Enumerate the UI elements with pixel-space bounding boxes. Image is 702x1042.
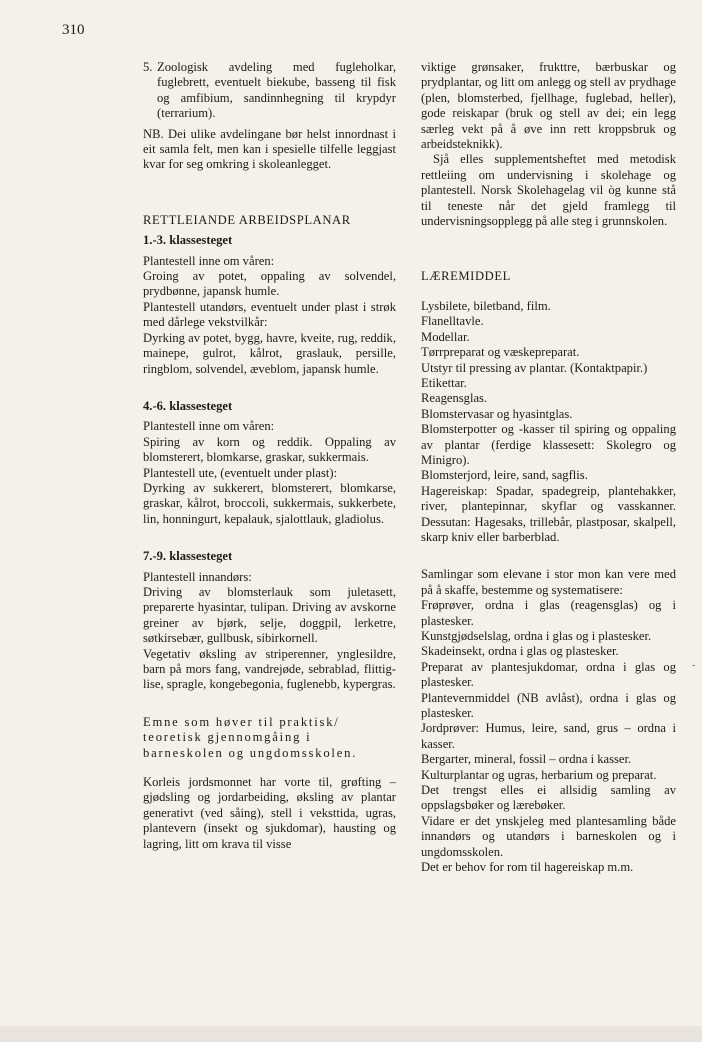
list-item: Skadeinsekt, ordna i glas og plastesker. xyxy=(421,644,619,659)
list-item: Kulturplantar og ugras, herbarium og preparat. xyxy=(421,767,657,782)
list-item: Reagensglas. xyxy=(421,391,488,406)
paragraph: Groing av potet, oppaling av solvendel, prydbønne, japansk humle. xyxy=(143,269,396,299)
section-heading: RETTLEIANDE ARBEIDSPLANAR xyxy=(143,212,351,227)
scan-edge xyxy=(0,1026,702,1042)
right-column xyxy=(421,60,676,876)
list-number: 5. xyxy=(143,60,153,74)
list-item: Det er behov for rom til hagereiskap m.m. xyxy=(421,860,634,875)
list-item: Hagereiskap: Spadar, spadegreip, plantehakker, river, plantepinnar, skyflar og vasskanner. Dessutan: Hagesaks, trillebår, plastposar, skalpell, skarp kniv eller barberblad. xyxy=(421,483,676,544)
list-item: Flanelltavle. xyxy=(421,314,484,329)
nb-note: NB. Dei ulike avdelingane bør helst innordnast i eit samla felt, men kan i spesielle tilfelle leggjast kvar for seg omkring i skoleanlegget. xyxy=(143,126,396,172)
paragraph: viktige grønsaker, frukttre, bærbuskar og prydplantar, og litt om anlegg og stell av prydhage (plen, blomsterbed, fjellhage, fuglebad, heller), gode reiskapar (bruk og stell av dei; ein legg særleg vekt på å øve inn rett kroppsbruk og arbeidsteknikk). xyxy=(421,60,676,152)
paragraph: Korleis jordsmonnet har vorte til, grøfting – gjødsling og jordarbeiding, øksling av plantar generativt (ved såing), stell i veksttida, ugras, plantevern (insekt og sjukdomar), hausting og lagring, litt om krava til visse xyxy=(143,775,396,851)
list-item: Vidare er det ynskjeleg med plantesamling både innandørs og utandørs i barneskolen og i ungdomsskolen. xyxy=(421,813,676,859)
list-item: Lysbilete, biletband, film. xyxy=(421,298,551,313)
list-item: Blomstervasar og hyasintglas. xyxy=(421,406,573,421)
paragraph: Spiring av korn og reddik. Oppaling av blomsterert, blomkarse, graskar, sukkermais. xyxy=(143,434,396,465)
list-item: Kunstgjødselslag, ordna i glas og i plastesker. xyxy=(421,629,652,643)
list-item: Blomsterjord, leire, sand, sagflis. xyxy=(421,468,588,483)
paragraph: Plantestell inne om våren: xyxy=(143,253,275,268)
list-item xyxy=(143,60,396,122)
left-column xyxy=(143,60,396,852)
list-item: Utstyr til pressing av plantar. (Kontaktpapir.) xyxy=(421,360,648,375)
list-item: Tørrpreparat og væskepreparat. xyxy=(421,345,580,360)
list-item: Blomsterpotter og -kasser til spiring og oppaling av plantar (ferdige klassesett: Skolegro og Minigro). xyxy=(421,422,676,467)
paragraph: Sjå elles supplementsheftet med metodisk rettleiing om undervisning i skolehage og plantestell. Norsk Skolehagelag vil òg kunne stå til teneste når det gjeld framlegg til undervisningsopplegg på alle steg i grunnskolen. xyxy=(421,152,676,229)
margin-mark: - xyxy=(692,660,696,671)
list-item: Jordprøver: Humus, leire, sand, grus – ordna i kasser. xyxy=(421,721,676,751)
paragraph: Plantestell ute, (eventuelt under plast): xyxy=(143,465,338,480)
paragraph: Plantestell utandørs, eventuelt under plast i strøk med dårlege vekstvilkår: xyxy=(143,299,396,330)
list-item: Preparat av plantesjukdomar, ordna i glas og plastesker. xyxy=(421,659,676,690)
list-item: Det trengst elles ei allsidig samling av oppslagsbøker og lærebøker. xyxy=(421,783,676,813)
list-item: Bergarter, mineral, fossil – ordna i kasser. xyxy=(421,752,632,767)
laeremiddel-heading: LÆREMIDDEL xyxy=(421,269,511,284)
paragraph: Plantestell inne om våren: xyxy=(143,419,275,434)
samlingar-list xyxy=(421,567,676,875)
grade-heading: 4.-6. klassesteget xyxy=(143,398,233,413)
paragraph: Plantestell innandørs: xyxy=(143,569,252,584)
list-item: Samlingar som elevane i stor mon kan vere med på å skaffe, bestemme og systematisere: xyxy=(421,567,676,597)
paragraph: Dyrking av potet, bygg, havre, kveite, rug, reddik, mainepe, gulrot, kålrot, graslauk, persille, ringblom, solvendel, æveblom, japansk humle. xyxy=(143,330,396,376)
paragraph: Driving av blomsterlauk som juletasett, preparerte hyasintar, tulipan. Driving av avskorne greiner av bjørk, selje, doggpil, lerketre, søtkirsebær, gullbusk, sibirkornell. xyxy=(143,584,396,646)
grade-heading: 1.-3. klassesteget xyxy=(143,233,233,248)
list-item: Etikettar. xyxy=(421,375,467,390)
list-item: Plantevernmiddel (NB avlåst), ordna i glas og plastesker. xyxy=(421,690,676,721)
page-number: 310 xyxy=(62,22,85,38)
emne-heading: Emne som høver til praktisk/ teoretisk gjennomgåing i barneskolen og ungdomsskolen. xyxy=(143,714,358,760)
grade-heading: 7.-9. klassesteget xyxy=(143,549,233,564)
list-item-text: Zoologisk avdeling med fugleholkar, fuglebrett, eventuelt biekube, basseng til fisk og amfibium, sandinnhegning til krypdyr (terrarium). xyxy=(157,60,396,121)
paragraph: Vegetativ øksling av striperenner, ynglesildre, barn på mors fang, vandrejøde, sebrablad, flittig-lise, spragle, kongebegonia, fuglenebb, kypergras. xyxy=(143,646,396,692)
list-item: Modellar. xyxy=(421,329,470,344)
laeremiddel-list xyxy=(421,299,676,546)
list-item: Frøprøver, ordna i glas (reagensglas) og i plastesker. xyxy=(421,598,676,628)
paragraph: Dyrking av sukkerert, blomsterert, blomkarse, graskar, kålrot, broccoli, sukkermais, sukkerbete, lin, honningurt, kepalauk, sjalottlauk, gladiolus. xyxy=(143,480,396,526)
